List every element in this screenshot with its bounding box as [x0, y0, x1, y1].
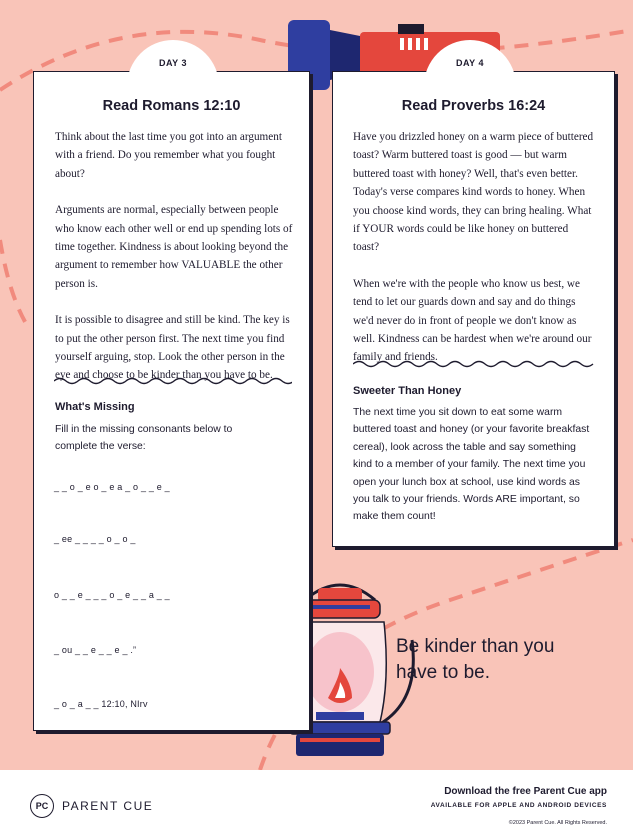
day4-title: Read Proverbs 16:24: [401, 98, 546, 114]
brand-name: PARENT CUE: [62, 799, 154, 813]
tagline: Be kinder than you have to be.: [396, 636, 555, 683]
puzzle-line[interactable]: _ ee _ _ _ _ o _ o _: [54, 534, 136, 544]
day3-tab: DAY 3: [127, 40, 219, 86]
download-cta[interactable]: Download the free Parent Cue app: [444, 786, 607, 797]
copyright: ©2023 Parent Cue. All Rights Reserved.: [508, 820, 607, 826]
honey-heading: Sweeter Than Honey: [353, 385, 462, 397]
honey-text: The next time you sit down to eat some warm buttered toast and honey (or your favorite breakfast cereal), look across the table and say something kind to a member of your family. The next time you open your lunch box at school, use kind words as you talk to your friends. Words ARE important, so make them count!: [353, 407, 590, 523]
parent-cue-logo-icon: PC: [30, 794, 54, 818]
day4-card: [332, 71, 615, 547]
missing-heading: What's Missing: [55, 401, 135, 413]
wave-divider: [353, 359, 597, 369]
day3-body: [55, 128, 293, 403]
day3-title: Read Romans 12:10: [102, 98, 241, 114]
day4-paragraph: Have you drizzled honey on a warm piece of buttered toast? Warm buttered toast is good — but warm buttered toast with honey? Well, that's even better. Today's verse compares kind words to honey. When you choose kind words, they can bring healing. What if YOUR words could be like honey on buttered toast?: [353, 131, 594, 254]
puzzle-line[interactable]: _ o _ a _ _ 12:10, NIrv: [54, 699, 148, 709]
day4-paragraph: When we're with the people who know us best, we tend to let our guards down and say and do things we'd never do in front of people we don't know as well. Kindness can be hardest when we're around our family and friends.: [353, 277, 592, 364]
puzzle-line[interactable]: _ _ o _ e o _ e a _ o _ _ e _: [54, 482, 170, 492]
day3-paragraph: Arguments are normal, especially between people who know each other well or end up spending lots of time together. Kindness is about looking beyond the argument to remember how VALUABLE the other person is.: [55, 204, 293, 290]
day3-card: [33, 71, 310, 731]
day3-paragraph: It is possible to disagree and still be kind. The key is to put the other person first. The next time you find yourself arguing, stop. Look the other person in the eye and choose to be kinder than you have to be.: [55, 314, 290, 382]
day4-tab: DAY 4: [424, 40, 516, 86]
puzzle-line[interactable]: _ ou _ _ e _ _ e _ .”: [54, 645, 137, 655]
puzzle-line[interactable]: o _ _ e _ _ _ o _ e _ _ a _ _: [54, 590, 170, 600]
day4-body: [353, 128, 597, 385]
missing-instructions: Fill in the missing consonants below to complete the verse:: [55, 424, 233, 453]
platforms-note: AVAILABLE FOR APPLE AND ANDROID DEVICES: [430, 802, 607, 809]
day3-paragraph: Think about the last time you got into an argument with a friend. Do you remember what you fought about?: [55, 131, 282, 180]
wave-divider: [54, 376, 292, 386]
